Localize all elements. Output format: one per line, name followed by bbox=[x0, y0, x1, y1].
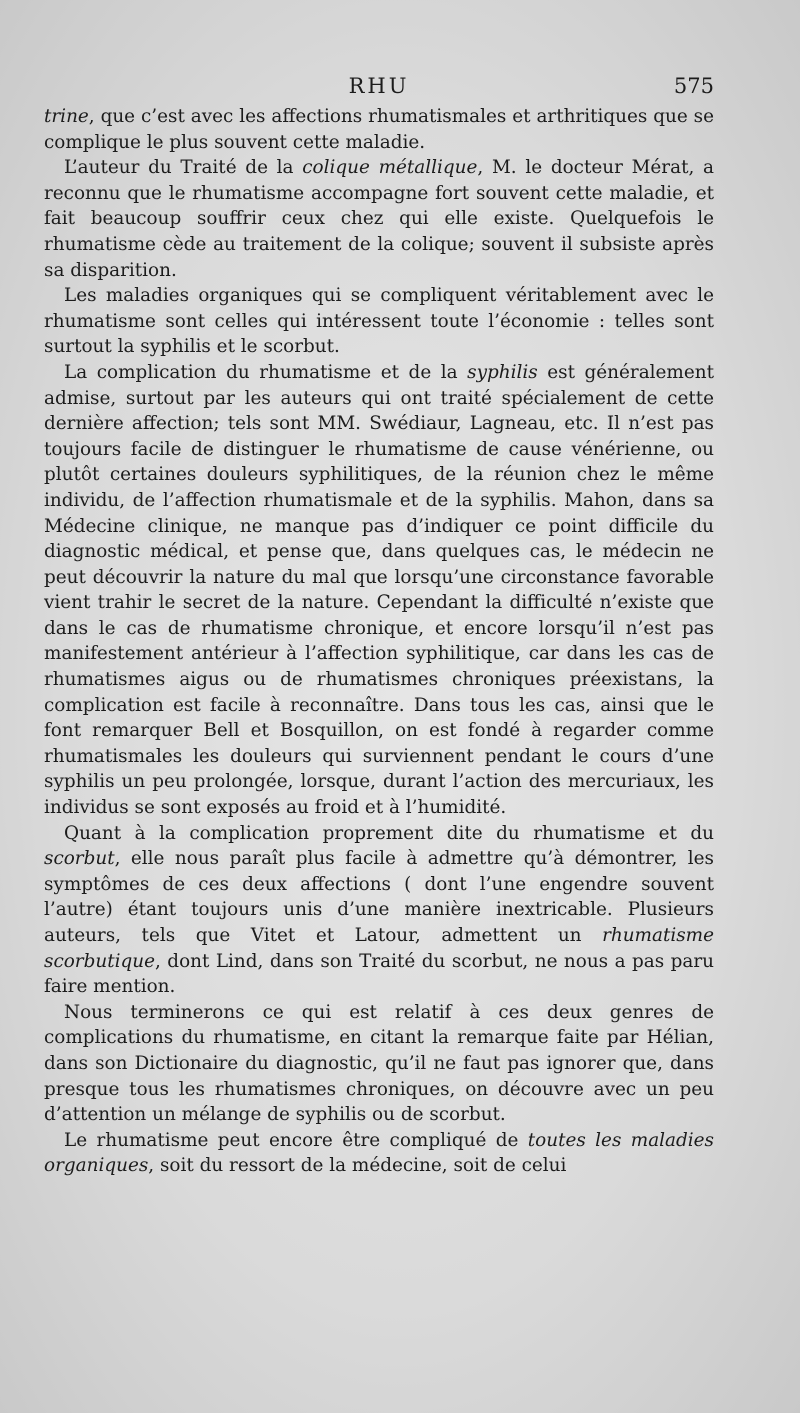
paragraph bbox=[44, 1000, 714, 1128]
text-segment: , que c’est avec les affections rhumatismales et arthritiques que se complique le plus souvent cette maladie. bbox=[44, 106, 714, 153]
text-segment: Quant à la complication proprement dite du rhumatisme et du bbox=[64, 822, 714, 844]
italic-text: toutes les maladies organiques bbox=[44, 1129, 714, 1177]
paragraph bbox=[44, 104, 714, 155]
page-header bbox=[44, 74, 714, 104]
text-segment: La complication du rhumatisme et de la bbox=[64, 361, 468, 383]
text-segment: , dont Lind, dans son Traité du scorbut, ne nous a pas paru faire mention. bbox=[44, 950, 714, 998]
paragraph bbox=[44, 1128, 714, 1179]
text-segment: Nous terminerons ce qui est relatif à ces deux genres de complications du rhumatisme, en citant la remarque faite par Hélian, dans son Dictionaire du diagnostic, qu’il ne faut pas ignorer que, dans presque tous les rhumatismes chroniques, on découvre avec un peu d’attention un mélange de syphilis ou de scorbut. bbox=[44, 1001, 714, 1126]
text-segment: , M. le docteur Mérat, a reconnu que le rhumatisme accompagne fort souvent cette maladie, et fait beaucoup souffrir ceux chez qui elle existe. Quelquefois le rhumatisme cède au traitement de la colique; souvent il subsiste après sa disparition. bbox=[44, 157, 714, 281]
body-text bbox=[44, 104, 714, 1179]
italic-text: syphilis bbox=[467, 361, 538, 383]
text-segment: Les maladies organiques qui se compliquent véritablement avec le rhumatisme sont celles qui intéressent toute l’économie : telles sont surtout la syphilis et le scorbut. bbox=[44, 285, 714, 358]
paragraph bbox=[44, 283, 714, 360]
text-segment: L’auteur du Traité de la bbox=[64, 157, 303, 179]
paragraph bbox=[44, 821, 714, 1000]
page-number: 575 bbox=[673, 74, 714, 98]
italic-text: rhumatisme scorbutique bbox=[44, 925, 714, 972]
italic-text: scorbut bbox=[44, 848, 115, 870]
italic-text: trine bbox=[44, 106, 89, 127]
text-segment: , soit du ressort de la médecine, soit de celui bbox=[148, 1155, 567, 1177]
paragraph bbox=[44, 155, 714, 283]
text-segment: Le rhumatisme peut encore être compliqué de bbox=[64, 1129, 528, 1151]
italic-text: colique métallique bbox=[302, 157, 478, 179]
text-segment: , elle nous paraît plus facile à admettre qu’à démontrer, les symptômes de ces deux affections ( dont l’une engendre souvent l’autre) étant toujours unis d’une manière inextricable. Plusieurs auteurs, tels que Vitet et Latour, admettent un bbox=[44, 848, 714, 946]
running-head: RHU bbox=[348, 74, 410, 98]
text-segment: est généralement admise, surtout par les auteurs qui ont traité spécialement de cette dernière affection; tels sont MM. Swédiaur, Lagneau, etc. Il n’est pas toujours facile de distinguer le rhumatisme de cause vénérienne, ou plutôt certaines douleurs syphilitiques, de la réunion chez le même individu, de l’affection rhumatismale et de la syphilis. Mahon, dans sa Médecine clinique, ne manque pas d’indiquer ce point difficile du diagnostic médical, et pense que, dans quelques cas, le médecin ne peut découvrir la nature du mal que lorsqu’une circonstance favorable vient trahir le secret de la nature. Cependant la difficulté n’existe que dans le cas de rhumatisme chronique, et encore lorsqu’il n’est pas manifestement antérieur à l’affection syphilitique, car dans les cas de rhumatismes aigus ou de rhumatismes chroniques préexistans, la complication est facile à reconnaître. Dans tous les cas, ainsi que le font remarquer Bell et Bosquillon, on est fondé à regarder comme rhumatismales les douleurs qui surviennent pendant le cours d’une syphilis un peu prolongée, lorsque, durant l’action des mercuriaux, les individus se sont exposés au froid et à l’humidité. bbox=[44, 361, 714, 819]
paragraph bbox=[44, 360, 714, 821]
